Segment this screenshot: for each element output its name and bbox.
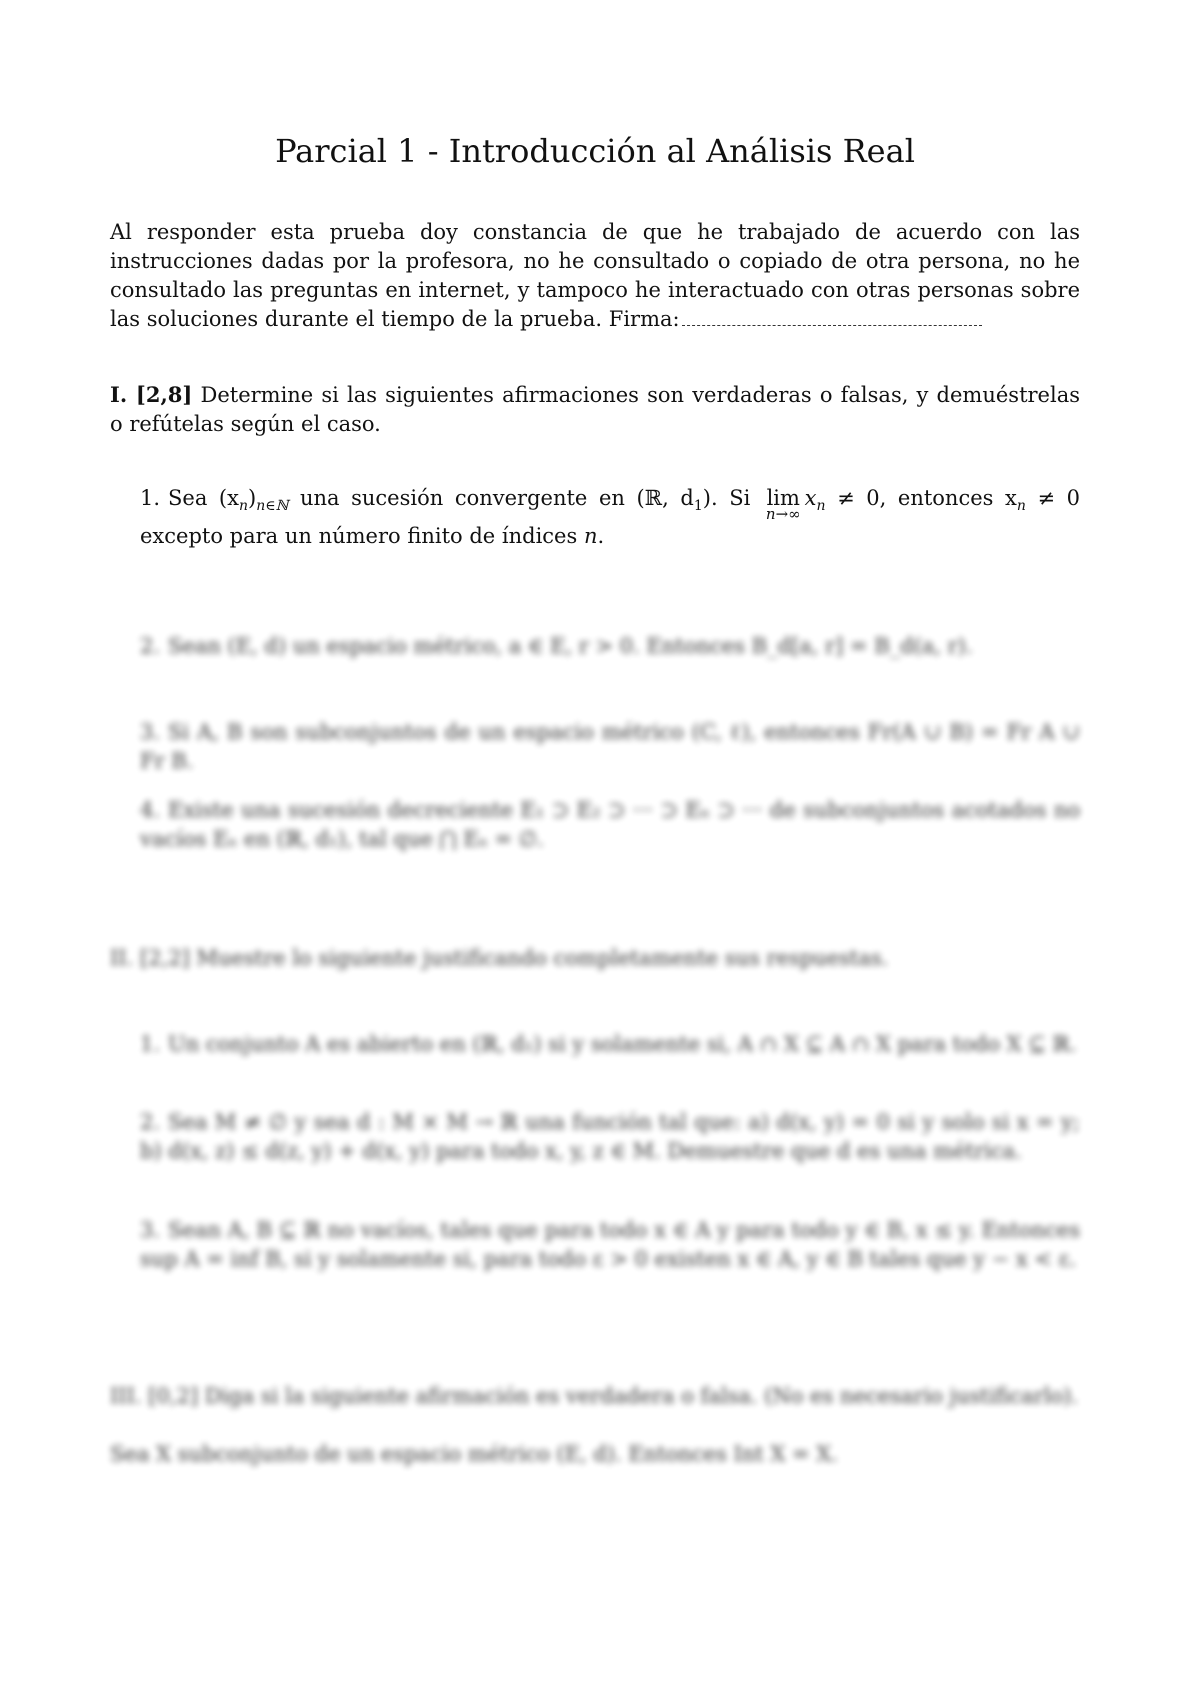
section-2-item-3: 3. Sean A, B ⊆ ℝ no vacíos, tales que para todo x ∈ A y para todo y ∈ B, x ≤ y. Entonces sup A = inf B, si y solamente si, para todo ε > 0 existen x ∈ A, y ∈ B tales que y − x < ε. xyxy=(140,1218,1080,1271)
section-1-item-4: 4. Existe una sucesión decreciente E₁ ⊃ E₂ ⊃ ··· ⊃ Eₙ ⊃ ··· de subconjuntos acotados no vacíos Eₙ en (ℝ, d₁), tal que ⋂ Eₙ = ∅. xyxy=(140,798,1080,851)
section-3-header: III. [0,2] Diga si la siguiente afirmación es verdadera o falsa. (No es necesario justificarlo). xyxy=(110,1384,1079,1408)
section-1-item-3: 3. Si A, B son subconjuntos de un espacio métrico (C, ℓ), entonces Fr(A ∪ B) = Fr A ∪ Fr B. xyxy=(140,720,1080,773)
limit-operator: lim n→∞ xyxy=(765,486,801,523)
section-2-header: II. [2,2] Muestre lo siguiente justificando completamente sus respuestas. xyxy=(110,946,889,970)
section-2-item-1: 1. Un conjunto A es abierto en (ℝ, d₁) si y solamente si, A ∩ X ⊆ A ∩ X para todo X ⊆ ℝ. xyxy=(140,1032,1077,1056)
page-title: Parcial 1 - Introducción al Análisis Real xyxy=(275,132,915,170)
section-1-item-1: 1. Sea $(x_n)_{n\in ℕ}$ una sucesión convergente en (ℝ, $d_1$). Si lim n→∞ $x_n \ne 0$, entonces $x_n \ne 0$ excepto para un número finito de índices n. xyxy=(140,486,1080,548)
section-1-text: Determine si las siguientes afirmaciones son verdaderas o falsas, y demuéstrelas o refútelas según el caso. xyxy=(110,383,1080,436)
section-1-item-2: 2. Sean (E, d) un espacio métrico, a ∈ E, r > 0. Entonces B_d[a, r] = B_d(a, r). xyxy=(140,634,973,658)
honor-statement xyxy=(110,218,1080,334)
signature-field[interactable] xyxy=(682,307,982,326)
section-1-label: I. [2,8] xyxy=(110,382,193,407)
honor-statement-text: Al responder esta prueba doy constancia de que he trabajado de acuerdo con las instrucciones dadas por la profesora, no he consultado o copiado de otra persona, no he consultado las preguntas en internet, y tampoco he interactuado con otras personas sobre las soluciones durante el tiempo de la prueba. Firma: xyxy=(110,220,1080,331)
item-number: 1. xyxy=(140,486,161,510)
section-1-header xyxy=(110,380,1080,439)
section-2-item-2: 2. Sea M ≠ ∅ y sea d : M × M → ℝ una función tal que: a) d(x, y) = 0 si y solo si x = y; b) d(x, z) ≤ d(z, y) + d(x, y) para todo x, y, z ∈ M. Demuestre que d es una métrica. xyxy=(140,1110,1080,1163)
section-3-statement: Sea X subconjunto de un espacio métrico (E, d). Entonces Int X = X. xyxy=(110,1442,838,1466)
